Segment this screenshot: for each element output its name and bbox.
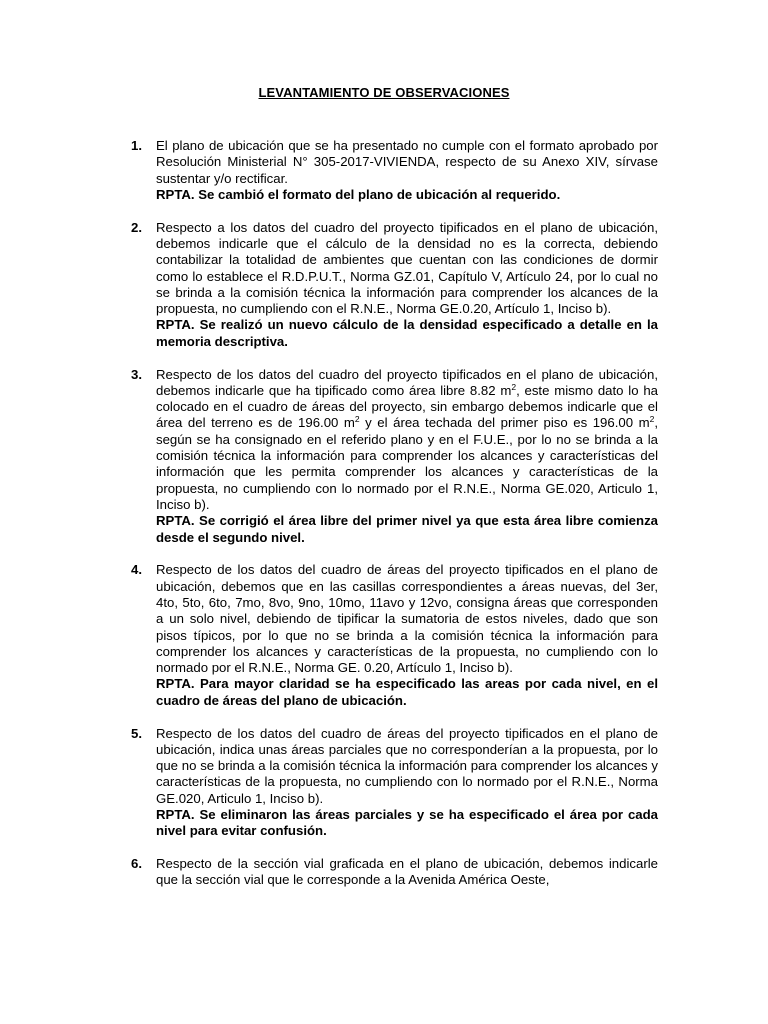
- text-part: , este mismo dato lo ha colocado en el cuadro de áreas del proyecto, sin embargo debemos indicarle que el área del terreno es de 196.00 m: [156, 382, 658, 431]
- item-number: 1.: [131, 138, 142, 153]
- response-text: RPTA. Se eliminaron las áreas parciales y se ha especificado el área por cada nivel para evitar confusión.: [156, 806, 658, 839]
- observation-text: [156, 367, 658, 514]
- observations-list: [131, 138, 658, 905]
- observation-item-5: [131, 726, 658, 840]
- observation-text: Respecto de la sección vial graficada en el plano de ubicación, debemos indicarle que la sección vial que le corresponde a la Avenida América Oeste,: [156, 856, 658, 888]
- response-text: RPTA. Se cambió el formato del plano de ubicación al requerido.: [156, 186, 561, 202]
- superscript-exponent: 2: [511, 381, 517, 392]
- item-number: 5.: [131, 725, 142, 741]
- document-title: LEVANTAMIENTO DE OBSERVACIONES: [258, 85, 510, 100]
- observation-text: Respecto de los datos del cuadro de áreas del proyecto tipificados en el plano de ubicación, debemos que en las casillas correspondientes a áreas nuevas, del 3er, 4to, 5to, 6to, 7mo, 8vo, 9no, 10mo, 11avo y 12vo, consigna áreas que corresponden a un solo nivel, debiendo de tipificar la sumatoria de estos niveles, dado que son pisos típicos, por lo que no se brinda a la comisión técnica la información para comprender los alcances y características de la propuesta, no cumpliendo con lo normado por el R.N.E., Norma GE. 0.20, Artículo 1, Inciso b).: [156, 562, 658, 676]
- text-part: y el área techada del primer piso es 196.00 m: [359, 415, 650, 431]
- observation-text: Respecto de los datos del cuadro de áreas del proyecto tipificados en el plano de ubicación, indica unas áreas parciales que no corresponderían a la propuesta, por lo que no se brinda a la comisión técnica la información para comprender los alcances y características de la propuesta, no cumpliendo con lo normado por el R.N.E., Norma GE.020, Articulo 1, Inciso b).: [156, 725, 658, 806]
- observation-item-6: [131, 856, 658, 889]
- text-part: , según se ha consignado en el referido plano y en el F.U.E., por lo no se brinda a la comisión técnica la información para comprender los alcances y características del información que les permita comprender los alcances y características de la propuesta, no cumpliendo con lo normado por el R.N.E., Norma GE.020, Articulo 1, Inciso b).: [156, 415, 658, 512]
- item-number: 6.: [131, 856, 142, 872]
- item-number: 4.: [131, 562, 142, 578]
- observation-text: Respecto a los datos del cuadro del proyecto tipificados en el plano de ubicación, debemos indicarle que el cálculo de la densidad no es la correcta, debiendo contabilizar la totalidad de ambientes que cuentan con las condiciones de dormir como lo establece el R.D.P.U.T., Norma GZ.01, Capítulo V, Artículo 24, por lo cual no se brinda a la comisión técnica la información para comprender los alcances de la propuesta, no cumpliendo con el R.N.E., Norma GE.0.20, Artículo 1, Inciso b).: [156, 219, 658, 317]
- superscript-exponent: 2: [354, 414, 360, 425]
- observation-item-4: [131, 562, 658, 709]
- observation-item-1: [131, 138, 658, 203]
- text-part: Respecto de los datos del cuadro del proyecto tipificados en el plano de ubicación, debemos indicarle que ha tipificado como área libre 8.82 m: [156, 366, 658, 398]
- superscript-exponent: 2: [649, 414, 655, 425]
- response-text: RPTA. Para mayor claridad se ha especificado las areas por cada nivel, en el cuadro de áreas del plano de ubicación.: [156, 676, 658, 708]
- observation-text: El plano de ubicación que se ha presentado no cumple con el formato aprobado por Resolución Ministerial N° 305-2017-VIVIENDA, respecto de su Anexo XIV, sírvase sustentar y/o rectificar.: [156, 138, 658, 186]
- observation-item-3: [131, 367, 658, 546]
- response-text: RPTA. Se realizó un nuevo cálculo de la densidad especificado a detalle en la memoria descriptiva.: [156, 317, 658, 349]
- observation-item-2: [131, 220, 658, 350]
- item-number: 2.: [131, 219, 142, 235]
- item-number: 3.: [131, 366, 142, 382]
- response-text: RPTA. Se corrigió el área libre del primer nivel ya que esta área libre comienza desde el segundo nivel.: [156, 513, 658, 545]
